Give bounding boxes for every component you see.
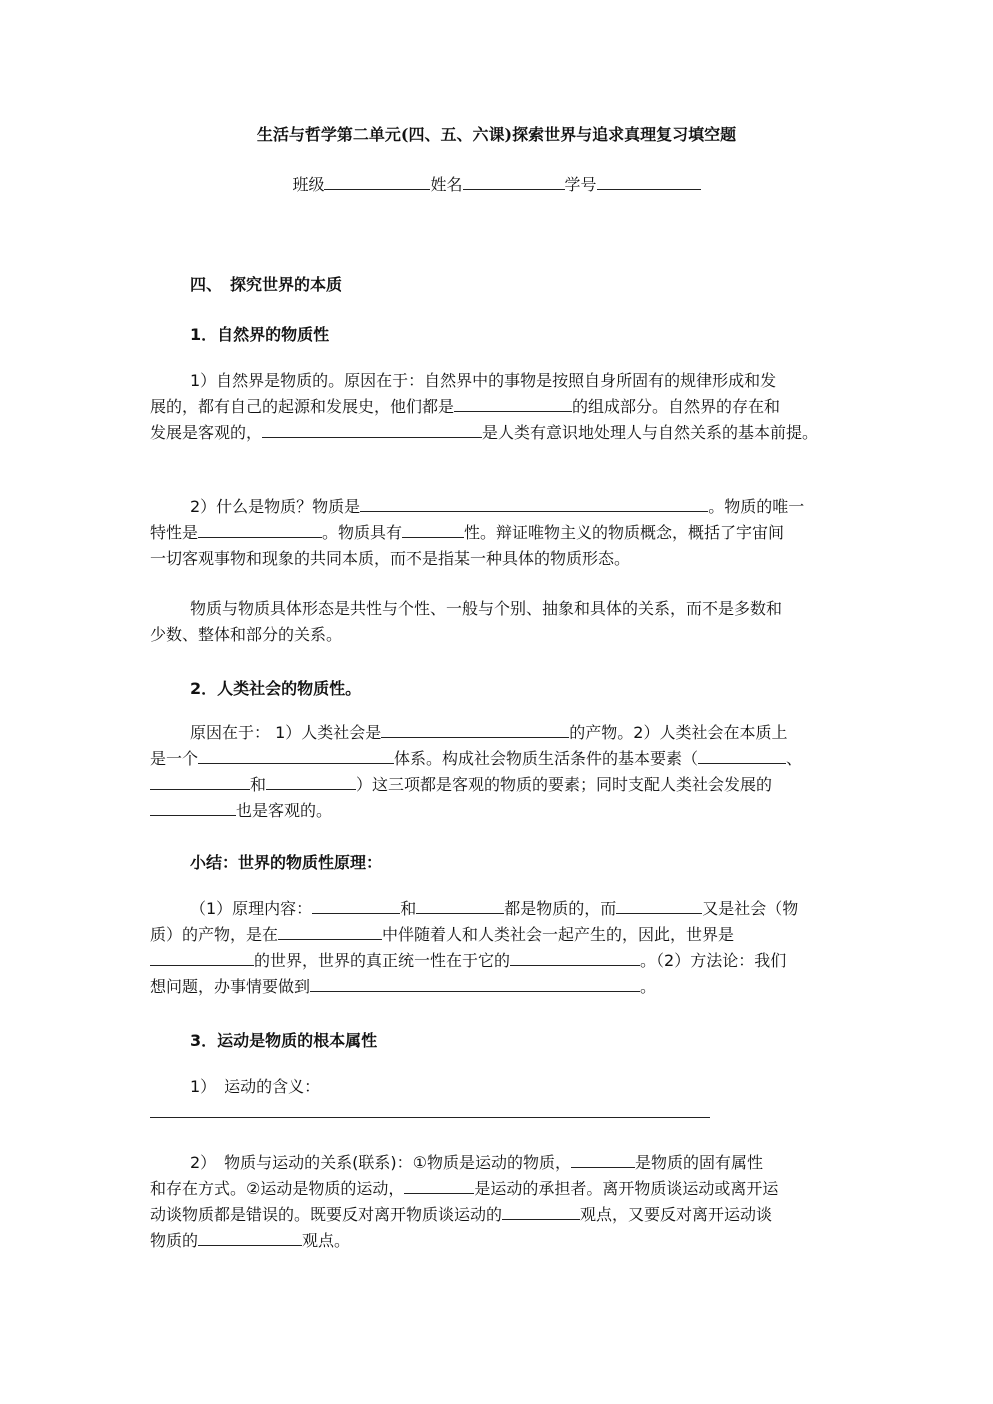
text: 体系。构成社会物质生活条件的基本要素（ bbox=[394, 749, 699, 768]
text: 的组成部分。自然界的存在和 bbox=[572, 397, 781, 416]
nature-materiality-heading: 1．自然界的物质性 bbox=[190, 325, 330, 344]
text: 和 bbox=[250, 775, 267, 794]
text: 展的，都有自己的起源和发展史，他们都是 bbox=[150, 397, 455, 416]
paragraph-line bbox=[150, 772, 772, 798]
text: 是人类有意识地处理人与自然关系的基本前提。 bbox=[482, 423, 819, 442]
class-blank[interactable] bbox=[324, 174, 430, 190]
fill-blank[interactable] bbox=[198, 522, 322, 538]
fill-blank[interactable] bbox=[312, 898, 400, 914]
text: 。 bbox=[640, 977, 657, 996]
society-materiality-heading: 2．人类社会的物质性。 bbox=[190, 679, 362, 698]
paragraph-line bbox=[150, 746, 802, 772]
fill-blank[interactable] bbox=[150, 774, 250, 790]
paragraph-line bbox=[150, 420, 818, 446]
text: 观点。 bbox=[302, 1231, 351, 1250]
paragraph-line bbox=[150, 798, 332, 824]
fill-blank[interactable] bbox=[262, 422, 482, 438]
paragraph-line bbox=[190, 494, 804, 520]
fill-blank[interactable] bbox=[402, 522, 464, 538]
text: 物质的 bbox=[150, 1231, 199, 1250]
text: 中伴随着人和人类社会一起产生的，因此，世界是 bbox=[382, 925, 735, 944]
paragraph-line: 物质与物质具体形态是共性与个性、一般与个别、抽象和具体的关系，而不是多数和 bbox=[190, 599, 783, 618]
summary-heading: 小结：世界的物质性原理： bbox=[190, 853, 383, 872]
text: 也是客观的。 bbox=[236, 801, 333, 820]
text: 发展是客观的， bbox=[150, 423, 263, 442]
section-four-heading: 四、 探究世界的本质 bbox=[190, 275, 343, 294]
paragraph-line: 1） 运动的含义： bbox=[190, 1077, 321, 1096]
paragraph-line bbox=[190, 720, 787, 746]
fill-blank[interactable] bbox=[360, 496, 708, 512]
paragraph-line bbox=[150, 1176, 778, 1202]
paragraph-line bbox=[150, 520, 784, 546]
text: 质）的产物，是在 bbox=[150, 925, 279, 944]
student-id-blank[interactable] bbox=[597, 174, 701, 190]
fill-blank[interactable] bbox=[310, 976, 640, 992]
paragraph-line bbox=[150, 948, 786, 974]
paragraph-line bbox=[190, 896, 798, 922]
text: 的产物。2）人类社会在本质上 bbox=[569, 723, 788, 742]
fill-blank[interactable] bbox=[416, 898, 504, 914]
text: 动谈物质都是错误的。既要反对离开物质谈运动的 bbox=[150, 1205, 503, 1224]
text: 的世界，世界的真正统一性在于它的 bbox=[254, 951, 511, 970]
text: 特性是 bbox=[150, 523, 199, 542]
paragraph-line: 少数、整体和部分的关系。 bbox=[150, 625, 343, 644]
fill-blank[interactable] bbox=[698, 748, 786, 764]
motion-heading: 3．运动是物质的根本属性 bbox=[190, 1031, 378, 1050]
text: 都是物质的，而 bbox=[504, 899, 617, 918]
text: 又是社会（物 bbox=[702, 899, 799, 918]
paragraph-line bbox=[150, 1202, 772, 1228]
paragraph-line: 1）自然界是物质的。原因在于：自然界中的事物是按照自身所固有的规律形成和发 bbox=[190, 371, 777, 390]
paragraph-line bbox=[150, 974, 656, 1000]
fill-blank[interactable] bbox=[150, 950, 254, 966]
paragraph-line bbox=[190, 1150, 763, 1176]
text: 是一个 bbox=[150, 749, 199, 768]
student-id-label: 学号 bbox=[564, 175, 597, 194]
paragraph-line bbox=[150, 394, 780, 420]
fill-blank[interactable] bbox=[510, 950, 640, 966]
text: 是运动的承担者。离开物质谈运动或离开运 bbox=[474, 1179, 779, 1198]
fill-blank[interactable] bbox=[502, 1204, 580, 1220]
text: ）这三项都是客观的物质的要素；同时支配人类社会发展的 bbox=[356, 775, 773, 794]
text: （1）原理内容： bbox=[190, 899, 313, 918]
text: 观点，又要反对离开运动谈 bbox=[580, 1205, 773, 1224]
paragraph-line bbox=[150, 1228, 350, 1254]
fill-blank[interactable] bbox=[404, 1178, 474, 1194]
fill-blank[interactable] bbox=[381, 722, 569, 738]
fill-blank[interactable] bbox=[150, 800, 236, 816]
text: 。（2）方法论：我们 bbox=[640, 951, 787, 970]
fill-blank[interactable] bbox=[198, 1230, 302, 1246]
text: 性。辩证唯物主义的物质概念，概括了宇宙间 bbox=[464, 523, 785, 542]
paragraph-line bbox=[150, 922, 734, 948]
text: 、 bbox=[786, 749, 803, 768]
answer-line[interactable] bbox=[150, 1117, 710, 1118]
text: 是物质的固有属性 bbox=[635, 1153, 764, 1172]
fill-blank[interactable] bbox=[571, 1152, 635, 1168]
fill-blank[interactable] bbox=[198, 748, 394, 764]
name-label: 姓名 bbox=[430, 175, 463, 194]
fill-blank[interactable] bbox=[616, 898, 702, 914]
class-label: 班级 bbox=[292, 175, 325, 194]
text: 2） 物质与运动的关系(联系)：①物质是运动的物质， bbox=[190, 1153, 572, 1172]
paragraph-line: 一切客观事物和现象的共同本质，而不是指某一种具体的物质形态。 bbox=[150, 549, 631, 568]
fill-blank[interactable] bbox=[266, 774, 356, 790]
text: 原因在于： 1）人类社会是 bbox=[190, 723, 382, 742]
page-title: 生活与哲学第二单元(四、五、六课)探索世界与追求真理复习填空题 bbox=[256, 125, 737, 144]
text: 。物质的唯一 bbox=[708, 497, 805, 516]
text: 2）什么是物质？物质是 bbox=[190, 497, 361, 516]
text: 。物质具有 bbox=[322, 523, 403, 542]
student-info-line bbox=[0, 172, 993, 195]
fill-blank[interactable] bbox=[454, 396, 572, 412]
text: 和 bbox=[400, 899, 417, 918]
text: 想问题，办事情要做到 bbox=[150, 977, 311, 996]
fill-blank[interactable] bbox=[278, 924, 382, 940]
name-blank[interactable] bbox=[463, 174, 565, 190]
text: 和存在方式。②运动是物质的运动， bbox=[150, 1179, 405, 1198]
